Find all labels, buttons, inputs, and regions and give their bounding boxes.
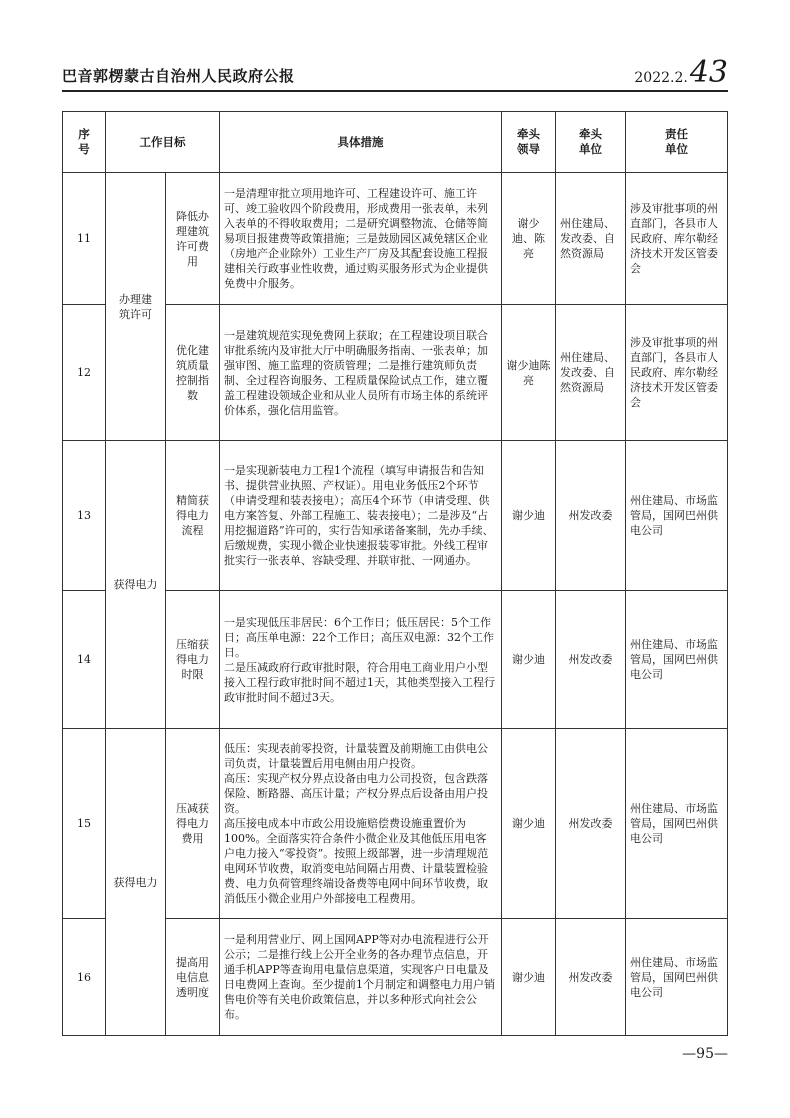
lead-unit: 州发改委 [556,729,626,919]
sub-goal: 精简获得电力流程 [166,441,220,591]
col-header-measures: 具体措施 [220,112,502,173]
col-header-resp-unit: 责任单位 [626,112,728,173]
row-number: 15 [63,729,106,919]
row-number: 16 [63,919,106,1036]
col-header-lead-unit: 牵头单位 [556,112,626,173]
row-number: 13 [63,441,106,591]
measure-paragraph: 一是建筑规范实现免费网上获取；在工程建设项目联合审批系统内及审批大厅中明确服务指南、一张表单；加强审图、施工监理的资质管理；二是推行建筑师负责制、全过程咨询服务、工程质量保险试点工作，建立覆盖工程建设领域企业和从业人员所有市场主体的系统评价体系，强化信用监管。 [224,328,488,417]
sub-goal: 优化建筑质量控制指数 [166,305,220,441]
sub-goal: 提高用电信息透明度 [166,919,220,1036]
measure-paragraph: 一是清理审批立项用地许可、工程建设许可、施工许可、竣工验收四个阶段费用，形成费用一张表单，未列入表单的不得收取费用；二是研究调整物流、仓储等简易项目报建费等政策措施；三是鼓励园区减免辖区企业（房地产企业除外）工业生产厂房及其配套设施工程报建相关行政事业性收费，通过购买服务形式为企业提供免费中介服务。 [224,187,488,290]
measure-paragraph: 高压接电成本中市政公用设施赔偿费设施重置价为100%。全面落实符合条件小微企业及其他低压用电客户电力接入“零投资”。按照上级部署，进一步清理规范电网环节收费，取消变电站间隔占用费、计量装置检验费、电力负荷管理终端设备费等电网中间环节收费，取消低压小微企业用户外部接电工程费用。 [224,817,489,905]
responsible-unit: 涉及审批事项的州直部门，各县市人民政府、库尔勒经济技术开发区管委会 [626,305,728,441]
responsible-unit: 州住建局、市场监管局，国网巴州供电公司 [626,591,728,729]
responsible-unit: 州住建局、市场监管局，国网巴州供电公司 [626,729,728,919]
lead-unit: 州发改委 [556,591,626,729]
measures [220,729,502,919]
sub-goal: 降低办理建筑许可费用 [166,173,220,305]
lead-leader: 谢少迪 [502,919,556,1036]
goal-group: 获得电力 [106,729,166,1036]
goal-group: 办理建筑许可 [106,173,166,441]
page-number: —95— [682,1046,728,1062]
lead-unit: 州住建局、发改委、自然资源局 [556,173,626,305]
sub-goal: 压减获得电力费用 [166,729,220,919]
work-plan-table [62,111,728,1036]
lead-leader: 谢少迪、陈亮 [502,173,556,305]
measures [220,441,502,591]
lead-leader: 谢少迪陈亮 [502,305,556,441]
row-number: 14 [63,591,106,729]
measure-paragraph: 一是实现低压非居民：6个工作日；低压居民：5个工作日；高压单电源：22个工作日；高压双电源：32个工作日。 [224,615,494,659]
sub-goal: 压缩获得电力时限 [166,591,220,729]
col-header-no: 序号 [63,112,106,173]
measures [220,591,502,729]
lead-leader: 谢少迪 [502,591,556,729]
row-number: 11 [63,173,106,305]
publication-title: 巴音郭楞蒙古自治州人民政府公报 [62,67,295,85]
col-header-goal: 工作目标 [106,112,220,173]
measures [220,919,502,1036]
lead-unit: 州发改委 [556,919,626,1036]
table-row [63,729,728,919]
measure-paragraph: 高压：实现产权分界点设备由电力公司投资，包含跌落保险、断路器、高压计量；产权分界点后设备由用户投资。 [224,772,488,815]
measure-paragraph: 二是压减政府行政审批时限，符合用电工商业用户小型接入工程行政审批时间不超过1天，其他类型接入工程行政审批时间不超过3天。 [224,660,495,704]
responsible-unit: 涉及审批事项的州直部门，各县市人民政府、库尔勒经济技术开发区管委会 [626,173,728,305]
goal-group: 获得电力 [106,441,166,729]
table-row [63,441,728,591]
lead-leader: 谢少迪 [502,441,556,591]
table-header-row [63,112,728,173]
responsible-unit: 州住建局、市场监管局，国网巴州供电公司 [626,919,728,1036]
col-header-leader: 牵头领导 [502,112,556,173]
issue-info [634,55,728,90]
measure-paragraph: 一是实现新装电力工程1个流程（填写申请报告和告知书、提供营业执照、产权证）。用电业务低压2个环节（申请受理和装表接电）；高压4个环节（申请受理、供电方案答复、外部工程施工、装表接电）；二是涉及“占用挖掘道路”许可的，实行告知承诺备案制，先办手续、后缴规费，实现小微企业快速报装零审批。外线工程审批实行一张表单、容缺受理、并联审批、一网通办。 [224,464,494,567]
table-row [63,173,728,305]
responsible-unit: 州住建局、市场监管局，国网巴州供电公司 [626,441,728,591]
measure-paragraph: 一是利用营业厅、网上国网APP等对办电流程进行公开公示；二是推行线上公开全业务的各办理节点信息，开通手机APP等查询用电量信息渠道，实现客户日电量及日电费网上查询。至少提前1个月制定和调整电力用户销售电价等有关电价政策信息，并以多种形式向社会公布。 [224,933,495,1021]
lead-unit: 州住建局、发改委、自然资源局 [556,305,626,441]
measures [220,173,502,305]
page-header [62,52,728,92]
lead-leader: 谢少迪 [502,729,556,919]
measure-paragraph: 低压：实现表前零投资，计量装置及前期施工由供电公司负责，计量装置后用电侧由用户投资。 [224,742,488,770]
measures [220,305,502,441]
issue-number: 43 [689,55,728,90]
issue-date: 2022.2. [634,70,688,86]
row-number: 12 [63,305,106,441]
lead-unit: 州发改委 [556,441,626,591]
